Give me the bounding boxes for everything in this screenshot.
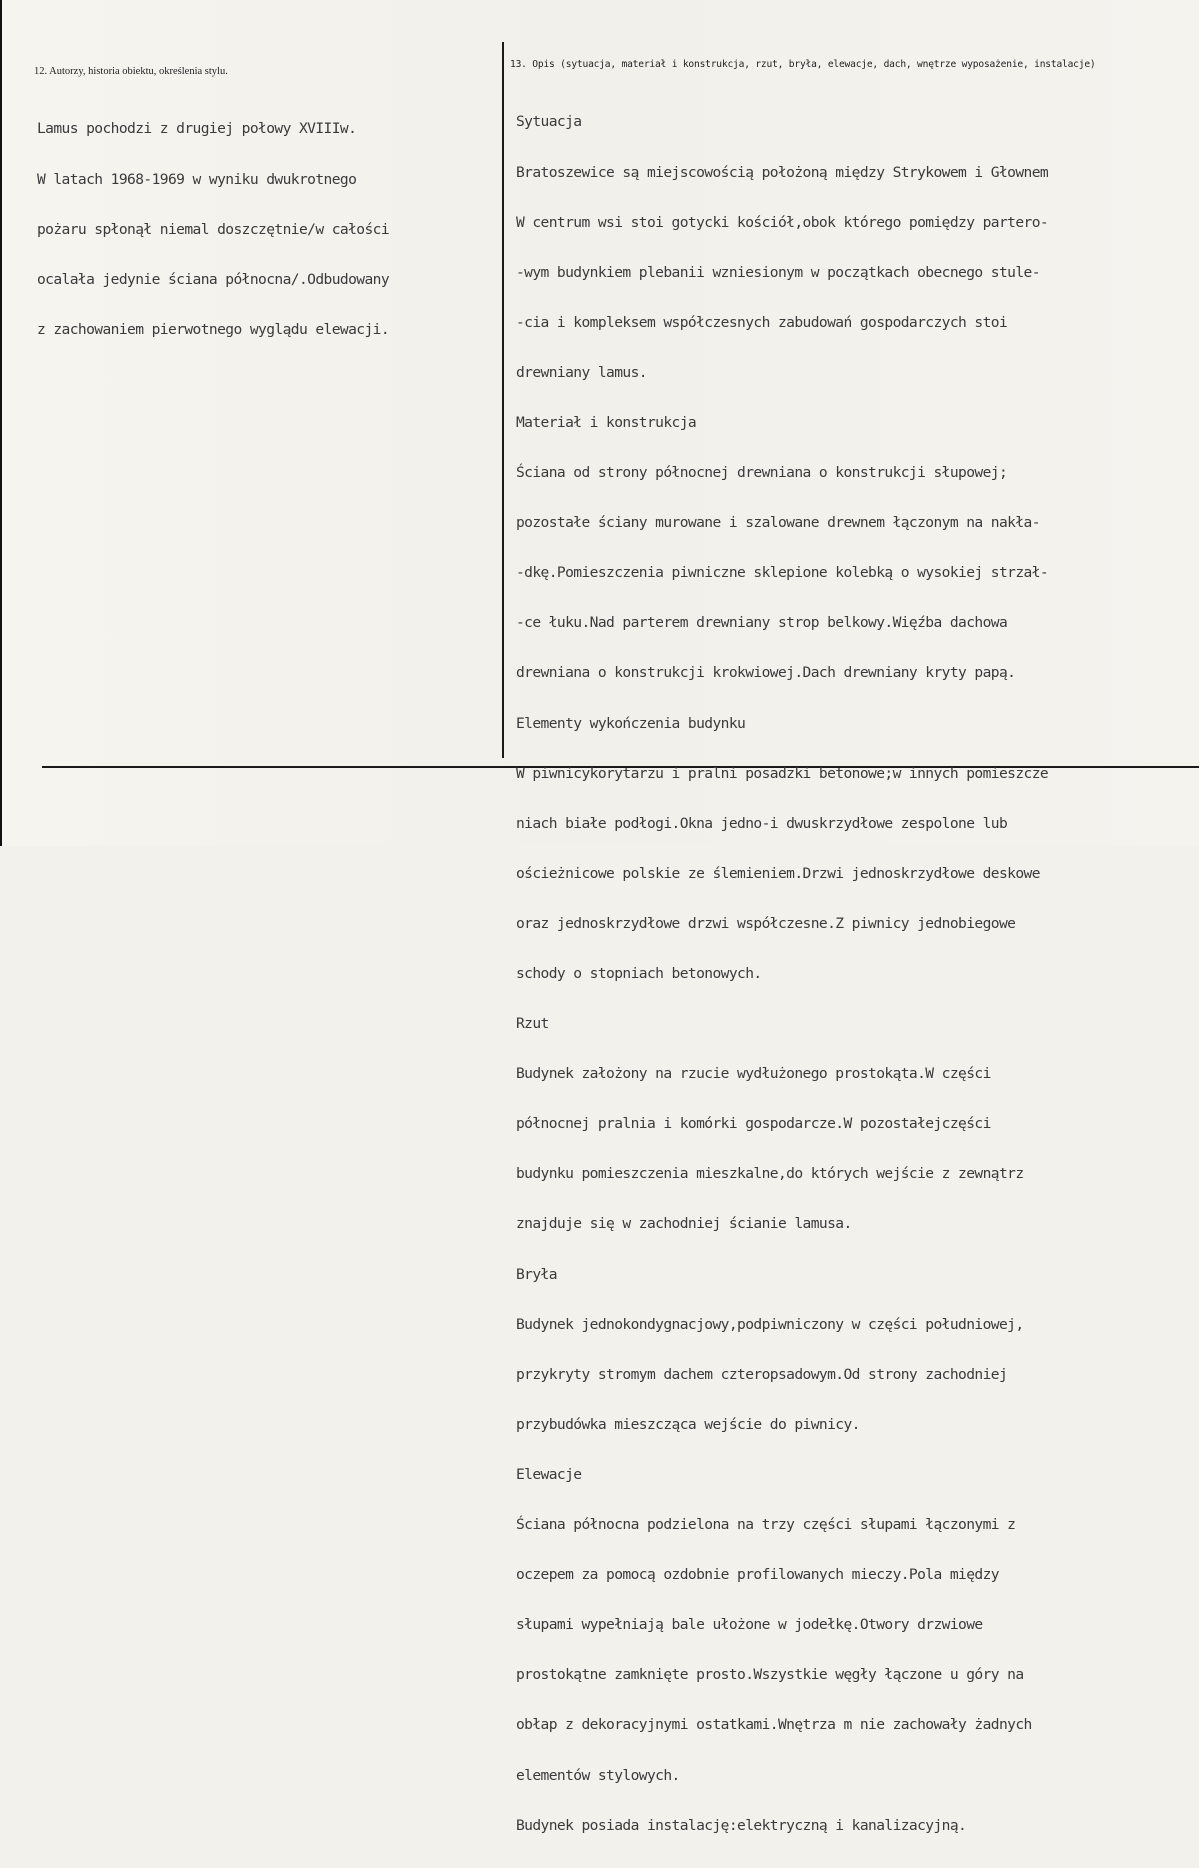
section-13-header: 13. Opis (sytuacja, materiał i konstrukcja, rzut, bryła, elewacje, dach, wnętrze wyposażenie, instalacje) (510, 59, 1096, 70)
description-line: oraz jednoskrzydłowe drzwi współczesne.Z piwnicy jednobiegowe (516, 914, 1016, 932)
description-line: drewniana o konstrukcji krokwiowej.Dach drewniany kryty papą. (516, 664, 1016, 682)
description-line: Bratoszewice są miejscowością położoną między Strykowem i Głownem (516, 163, 1049, 181)
description-line: budynku pomieszczenia mieszkalne,do których wejście z zewnątrz (516, 1165, 1024, 1183)
description-line: niach białe podłogi.Okna jedno-i dwuskrzydłowe zespolone lub (516, 814, 1008, 832)
description-line: prostokątne zamknięte prosto.Wszystkie węgły łączone u góry na (516, 1666, 1024, 1684)
description-line: W centrum wsi stoi gotycki kościół,obok którego pomiędzy partero- (516, 213, 1049, 231)
description-line: Rzut (516, 1015, 549, 1033)
history-line: pożaru spłonął niemal doszczętnie/w całości (37, 220, 390, 238)
description-line: znajduje się w zachodniej ścianie lamusa. (516, 1215, 852, 1233)
description-line: ościeżnicowe polskie ze ślemieniem.Drzwi jednoskrzydłowe deskowe (516, 864, 1040, 882)
description-line: oczepem za pomocą ozdobnie profilowanych mieczy.Pola między (516, 1566, 999, 1584)
description-line: drewniany lamus. (516, 363, 647, 381)
description-line: Sytuacja (516, 113, 582, 131)
description-line: Bryła (516, 1265, 557, 1283)
description-line: -wym budynkiem plebanii wzniesionym w początkach obecnego stule- (516, 263, 1040, 281)
history-line: ocalała jedynie ściana północna/.Odbudowany (37, 270, 390, 288)
history-line: W latach 1968-1969 w wyniku dwukrotnego (37, 170, 357, 188)
description-line: Ściana północna podzielona na trzy części słupami łączonymi z (516, 1516, 1016, 1534)
history-line: Lamus pochodzi z drugiej połowy XVIIIw. (37, 120, 357, 138)
description-line: schody o stopniach betonowych. (516, 965, 762, 982)
description-line: -dkę.Pomieszczenia piwniczne sklepione kolebką o wysokiej strzał- (516, 564, 1049, 582)
column-divider (502, 42, 504, 758)
description-line: północnej pralnia i komórki gospodarcze.W pozostałejczęści (516, 1115, 991, 1133)
description-line: Budynek jednokondygnacjowy,podpiwniczony w części południowej, (516, 1315, 1024, 1333)
description-text (516, 81, 1048, 1868)
description-line: Budynek założony na rzucie wydłużonego prostokąta.W części (516, 1065, 991, 1083)
description-line: pozostałe ściany murowane i szalowane drewnem łączonym na nakła- (516, 514, 1040, 532)
description-line: Elewacje (516, 1465, 582, 1483)
description-line: elementów stylowych. (516, 1766, 680, 1784)
description-line: -ce łuku.Nad parterem drewniany strop belkowy.Więźba dachowa (516, 614, 1008, 632)
page-edge-line (0, 0, 2, 846)
description-line: Budynek posiada instalację:elektryczną i kanalizacyjną. (516, 1816, 967, 1834)
description-line: obłap z dekoracyjnymi ostatkami.Wnętrza m nie zachowały żadnych (516, 1716, 1032, 1734)
section-12-header: 12. Autorzy, historia obiektu, określenia stylu. (34, 66, 228, 77)
description-line: przybudówka mieszcząca wejście do piwnicy. (516, 1415, 860, 1433)
description-line: przykryty stromym dachem czteropsadowym.Od strony zachodniej (516, 1365, 1008, 1383)
description-line: Elementy wykończenia budynku (516, 714, 746, 732)
history-text (37, 88, 389, 372)
history-line: z zachowaniem pierwotnego wyglądu elewacji. (37, 320, 390, 338)
description-line: W piwnicykorytarzu i pralni posadzki betonowe;w innych pomieszcze (516, 764, 1049, 782)
description-line: -cia i kompleksem współczesnych zabudowań gospodarczych stoi (516, 313, 1008, 331)
description-line: słupami wypełniają bale ułożone w jodełkę.Otwory drzwiowe (516, 1616, 983, 1634)
description-line: Materiał i konstrukcja (516, 413, 697, 431)
description-line: Ściana od strony północnej drewniana o konstrukcji słupowej; (516, 464, 1008, 482)
